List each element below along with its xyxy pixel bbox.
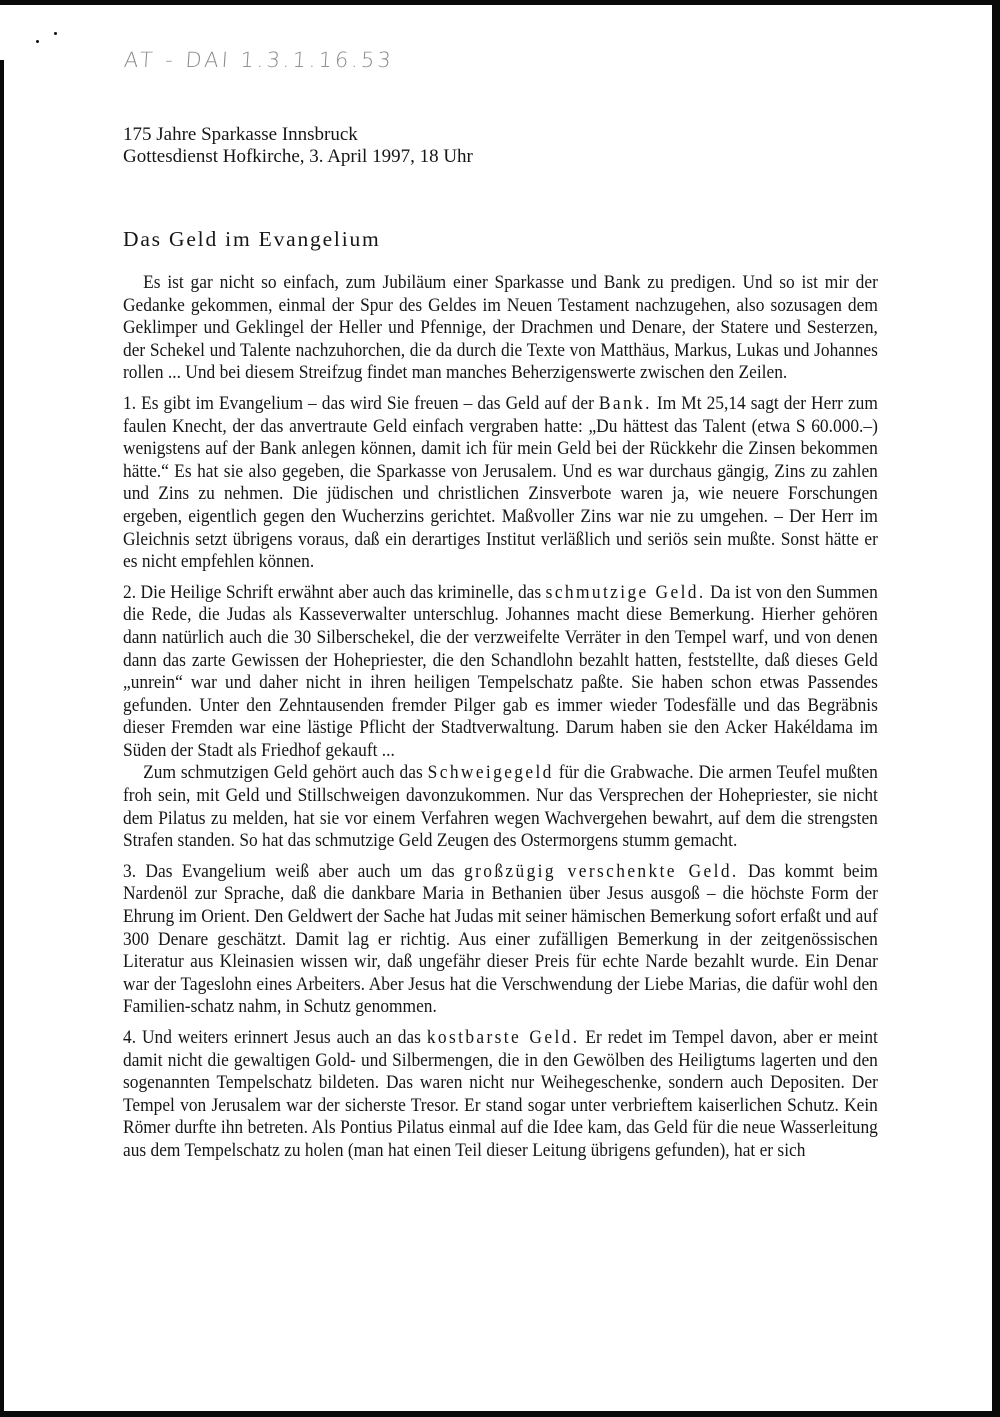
scan-border-right xyxy=(992,0,1000,1417)
paragraph-text: 1. Es gibt im Evangelium – das wird Sie freuen – das Geld auf der xyxy=(123,392,599,414)
emphasized-keyword: Schweigegeld xyxy=(427,762,554,784)
scan-border-bottom xyxy=(0,1411,1000,1417)
scan-border-left xyxy=(0,60,4,1417)
paragraph-2-dirty-money xyxy=(123,582,878,763)
paragraph-text: Er redet im Tempel davon, aber er meint damit nicht die gewaltigen Gold- und Silbermengen, die in den Gewölben des Heiligtums lagerten und den sogenannten Tempelschatz bildeten. Das waren nicht nur Weihegeschenke, sondern auch Depositen. Der Tempel von Jerusalem war der sicherste Tresor. Er stand sogar unter verbrieftem kaiserlichen Schutz. Kein Römer durfte ihn betreten. Als Pontius Pilatus einmal auf die Idee kam, das Geld für die neue Wasserleitung aus dem Tempelschatz zu holen (man hat einen Teil dieser Leitung übrigens gefunden), hat er sich xyxy=(123,1027,878,1161)
paragraph-1-bank xyxy=(123,393,878,574)
paragraph-intro: Es ist gar nicht so einfach, zum Jubiläum einer Sparkasse und Bank zu predigen. Und so ist mir der Gedanke gekommen, einmal der Spur des Geldes im Neuen Testament nachzugehen, also sozusagen dem Geklimper und Geklingel der Heller und Pfennige, der Drachmen und Denare, der Statere und Sesterzen, der Schekel und Talente nachzuhorchen, die da durch die Texte von Matthäus, Markus, Lukas und Johannes rollen ... Und bei diesem Streifzug findet man manches Beherzigenswerte zwischen den Zeilen. xyxy=(123,272,878,384)
document-title: Das Geld im Evangelium xyxy=(123,227,381,251)
paragraph-2b-hush-money xyxy=(123,762,878,852)
paragraph-text: 2. Die Heilige Schrift erwähnt aber auch das kriminelle, das xyxy=(123,581,546,603)
paragraph-text: Zum schmutzigen Geld gehört auch das xyxy=(143,762,428,784)
emphasized-keyword: schmutzige Geld. xyxy=(545,581,706,603)
paragraph-text: Da ist von den Summen die Rede, die Judas als Kasseverwalter unterschlug. Johannes macht diese Bemerkung. Hierher gehören dann natürlich auch die 30 Silberschekel, die der verzweifelte Verräter in den Tempel warf, und von denen dann das zarte Gewissen der Hohepriester, die den Schandlohn bezahlt hatten, feststellte, daß dieses Geld „unrein“ war und daher nicht in ihren heiligen Tempelschatz paßte. Sie haben schon etwas Passendes gefunden. Unter den Zehntausenden fremder Pilger gab es immer wieder Todesfälle und das Begräbnis dieser Fremden war eine lästige Pflicht der Stadtverwaltung. Darum haben sie den Acker Hakéldama im Süden der Stadt als Friedhof gekauft ... xyxy=(123,581,878,761)
sermon-text xyxy=(123,272,878,1163)
paragraph-3-generous-money xyxy=(123,861,878,1019)
paragraph-text: 4. Und weiters erinnert Jesus auch an das xyxy=(123,1027,427,1048)
header-service-date: Gottesdienst Hofkirche, 3. April 1997, 18 Uhr xyxy=(123,146,473,167)
paragraph-text: für die Grabwache. Die armen Teufel mußten froh sein, mit Geld und Stillschweigen davonzukommen. Nur das Versprechen der Hohepriester, sie nicht dem Pilatus zu melden, hat sie vor einem Verfahren wegen Wachvergehen bewahrt, auf dem die strengsten Strafen standen. So hat das schmutzige Geld Zeugen des Ostermorgens stumm gemacht. xyxy=(123,762,878,852)
paragraph-text: 3. Das Evangelium weiß aber auch um das xyxy=(123,860,465,882)
emphasized-keyword: kostbarste Geld. xyxy=(426,1027,580,1048)
scan-border-top xyxy=(0,0,1000,5)
emphasized-keyword: Bank. xyxy=(598,392,652,414)
emphasized-keyword: großzügig verschenkte Geld. xyxy=(464,860,739,882)
document-body xyxy=(123,124,878,1163)
paragraph-text: Das kommt beim Nardenöl zur Sprache, daß die dankbare Maria in Bethanien über Jesus ausgoß – die höchste Form der Ehrung im Orient. Den Geldwert der Sache hat Judas mit seiner hämischen Bemerkung sofort erfaßt und auf 300 Denare geschätzt. Damit lag er richtig. Aus einer zufälligen Bemerkung in der zeitgenössischen Literatur aus Kleinasien wissen wir, daß ungefähr dieser Preis für echte Narde bezahlt wurde. Ein Denar war der Tageslohn eines Arbeiters. Aber Jesus hat die Verschwendung der Liebe Marias, die dafür wohl den Familien-schatz nahm, in Schutz genommen. xyxy=(123,860,878,1018)
scan-speck xyxy=(54,32,57,35)
paragraph-text: Im Mt 25,14 sagt der Herr zum faulen Knecht, der das anvertraute Geld einfach vergraben hatte: „Du hättest das Talent (etwa S 60.000.–) wenigstens auf der Bank anlegen können, damit ich für mein Geld bei der Rückkehr die Zinsen bekommen hätte.“ Es hat sie also gegeben, die Sparkasse von Jerusalem. Und es war durchaus gängig, Zins zu zahlen und Zins zu nehmen. Die jüdischen und christlichen Zinsverbote waren ja, wie neuere Forschungen ergeben, eigentlich gegen den Wucherzins gerichtet. Maßvoller Zins war nie zu umgehen. – Der Herr im Gleichnis setzt übrigens voraus, daß ein derartiges Institut verläßlich und seriös sein mußte. Sonst hätte er es nicht empfehlen können. xyxy=(123,392,878,573)
handwritten-archive-number: AT - DAI 1.3.1.16.53 xyxy=(123,48,395,72)
paragraph-4-precious-money xyxy=(123,1027,878,1163)
scan-speck xyxy=(36,40,39,43)
header-occasion: 175 Jahre Sparkasse Innsbruck xyxy=(123,124,358,145)
